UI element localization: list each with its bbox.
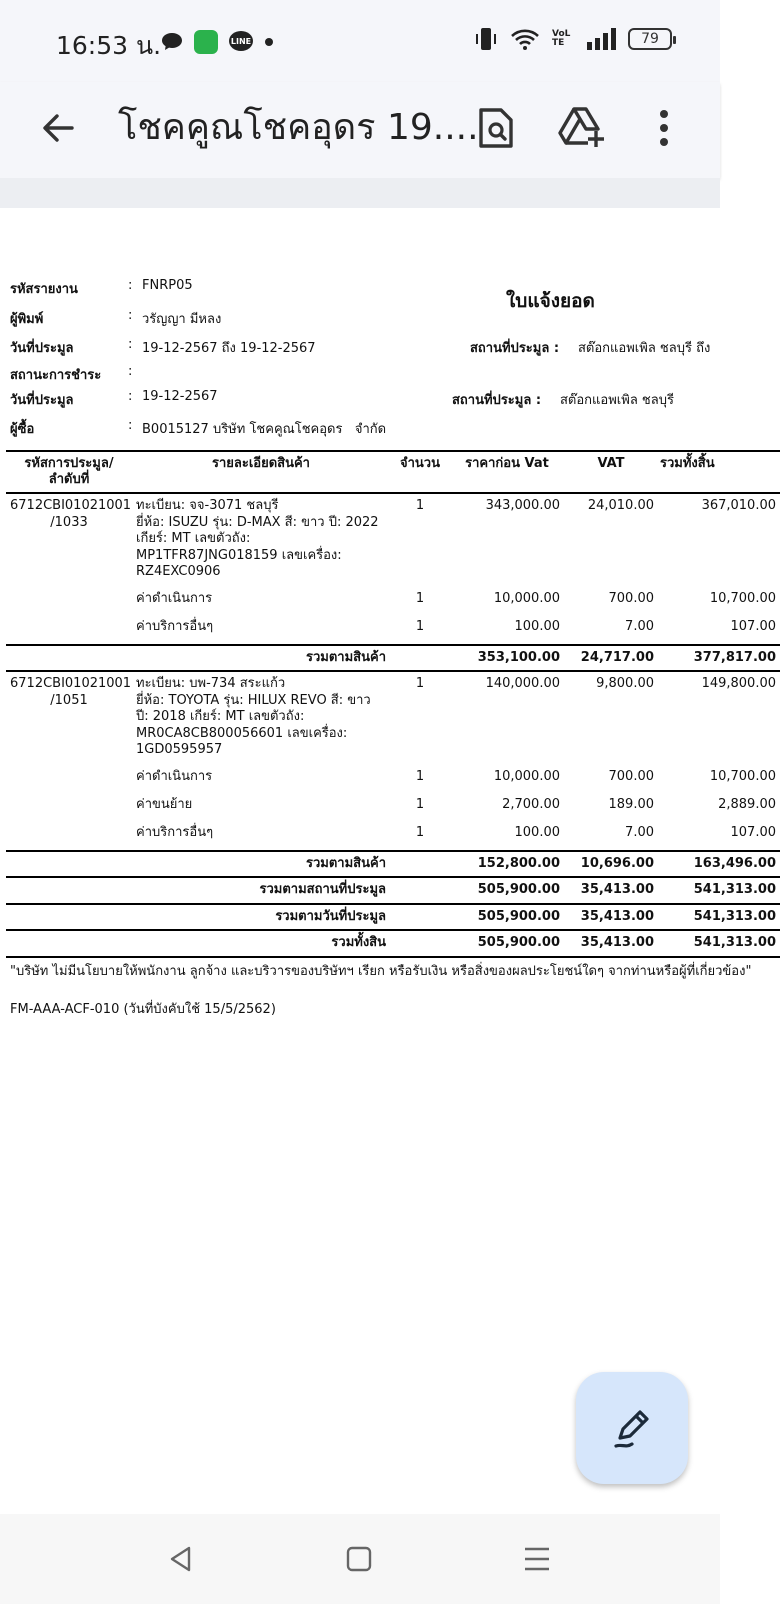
back-button[interactable] — [30, 100, 86, 156]
status-time: 16:53 น. — [56, 31, 162, 60]
battery-icon — [628, 28, 672, 50]
table-row: ค่าบริการอื่นๆ 1 100.00 7.00 107.00 — [136, 824, 776, 840]
table-row: ค่าบริการอื่นๆ 1 100.00 7.00 107.00 — [136, 618, 776, 634]
nav-back-button[interactable] — [156, 1536, 206, 1582]
dot-icon — [264, 37, 274, 47]
header-vat: VAT — [564, 451, 658, 493]
items-table — [6, 450, 780, 958]
system-status-icons — [474, 26, 672, 52]
drive-add-icon — [558, 107, 606, 149]
battery-level: 79 — [641, 31, 659, 47]
app-bar — [0, 82, 720, 178]
vibrate-icon — [474, 26, 498, 52]
total-by-location-row: รวมตามสถานที่ประมูล 505,900.00 35,413.00 541,313.00 — [6, 877, 780, 904]
nav-back-icon — [167, 1545, 195, 1573]
item-detail: ทะเบียน: จจ-3071 ชลบุรี ยี่ห้อ: ISUZU รุ่น: D-MAX สี: ขาว ปี: 2022 เกียร์: MT เลขตัวถัง: MP1TFR87JNG018159 เลขเครื่อง: RZ4EXC0906 — [136, 498, 379, 579]
header-pre-vat: ราคาก่อน Vat — [450, 451, 564, 493]
system-nav-bar — [0, 1514, 720, 1604]
table-row: ค่าขนย้าย 1 2,700.00 189.00 2,889.00 — [136, 796, 776, 812]
table-row: 6712CBI01021001 /1051 ทะเบียน: บพ-734 สระแก้ว ยี่ห้อ: TOYOTA รุ่น: HILUX REVO สี: ขาว ปี: 2018 เกียร์: MT เลขตัวถัง: MR0CA8CB800056601 เลขเครื่อง: 1GD0595957 1 140,000.00 9,800.00 149,800.00 — [6, 671, 780, 769]
policy-note: "บริษัท ไม่มีนโยบายให้พนักงาน ลูกจ้าง และบริวารของบริษัทฯ เรียก หรือรับเงิน หรือสิ่งของผลประโยชน์ใดๆ จากท่านหรือผู้ที่เกี่ยวข้อง" — [10, 964, 752, 979]
wifi-icon — [510, 27, 540, 51]
more-options-button[interactable] — [634, 98, 694, 158]
header-qty: จำนวน — [390, 451, 450, 493]
table-row: ค่าดำเนินการ 1 10,000.00 700.00 10,700.00 — [136, 590, 776, 606]
chat-bubble-icon — [160, 31, 184, 53]
more-vert-icon — [658, 108, 670, 148]
nav-home-icon — [346, 1546, 372, 1572]
subtotal-row: รวมตามสินค้า 353,100.00 24,717.00 377,817.00 — [6, 645, 780, 672]
back-arrow-icon — [40, 110, 76, 146]
table-row: ค่าดำเนินการ 1 10,000.00 700.00 10,700.00 — [136, 768, 776, 784]
header-code: รหัสการประมูล/ ลำดับที่ — [6, 451, 132, 493]
volte-label: VoLTE — [552, 29, 571, 48]
app-notification-icon — [194, 30, 218, 54]
statement-title: ใบแจ้งยอด — [506, 290, 595, 312]
page-gap — [0, 178, 720, 208]
grand-total-row: รวมทั้งสิน 505,900.00 35,413.00 541,313.00 — [6, 930, 780, 957]
find-in-page-icon — [477, 106, 515, 150]
save-to-drive-button[interactable] — [552, 98, 612, 158]
document-title: โชคคูณโชคอุดร 19.... — [118, 107, 479, 148]
table-header-row — [6, 451, 780, 493]
total-by-date-row: รวมตามวันที่ประมูล 505,900.00 35,413.00 541,313.00 — [6, 904, 780, 931]
line-app-icon — [228, 30, 254, 54]
edit-fab-button[interactable] — [576, 1372, 688, 1484]
svg-text:LINE: LINE — [230, 37, 252, 46]
table-row: 6712CBI01021001 /1033 ทะเบียน: จจ-3071 ชลบุรี ยี่ห้อ: ISUZU รุ่น: D-MAX สี: ขาว ปี: 2022 เกียร์: MT เลขตัวถัง: MP1TFR87JNG018159 เลขเครื่อง: RZ4EXC0906 1 343,000.00 24,010.00 367,010.00 — [6, 493, 780, 591]
document-page[interactable]: ใบแจ้งยอด รหัสรายงาน : FNRP05 ผู้พิมพ์ : วรัญญา มีหลง วันที่ประมูล : 19-12-2567 ถึง 19-12-2567 สถานที่ประมูล : สต๊อกแอพเพิล ชลบุรี ถึง สถานะการชำระ : วันที่ประมูล : 19-12-2567 สถานที่ประมูล : สต๊อกแอพเพิล ชลบุรี ผู้ซื้อ : B0015127 บริษัท โชคคูณโชคอุดร จำกัด รหัสการประมูล/ ลำดับที่ รายละเอียดสินค้า จำนวน ราคาก่อน Vat VAT รวมทั้งสิ้น 6712CBI01021001 /1033 ทะเบียน: จจ-3071 ชลบุรี ยี่ห้อ: ISUZU รุ่น: D-MAX สี: ขาว ปี: 2022 เกียร์: MT เลขตัวถัง: MP1TFR87JNG018159 เลขเครื่อง: RZ4EXC0906 1 343,000.00 24,010.00 367,010.00 ค่าดำเนินการ 1 10,000.00 700.00 10,700.00 ค่าบริการอื่นๆ 1 100.00 7.00 107.00 รวมตามสินค้า 353,100.00 24,717.00 377,817.00 6712CBI01021001 /1051 ทะเบียน: บพ-734 สระแก้ว ยี่ห้อ: TOYOTA รุ่น: HILUX REVO สี: ขาว ปี: 2018 เกียร์: MT เลขตัวถัง: MR0CA8CB800056601 เลขเครื่อง: 1GD0595957 1 140,000.00 9,800.00 149,800.00 ค่าดำเนินการ 1 10,000.00 700.00 10,700.00 ค่าขนย้าย 1 2,700.00 189.00 2,889.00 ค่าบริการอื่นๆ 1 100.00 7.00 107.00 รวมตามสินค้า 152,800.00 10,696.00 163,496.00 รวมตามสถานที่ประมูล 505,900.00 35,413.00 541,313.00 รวมตามวันที่ประมูล 505,900.00 35,413.00 541,313.00 รวมทั้งสิน 505,900.00 35,413.00 541,313.00 "บริษัท ไม่มีนโยบายให้พนักงาน ลูกจ้าง และบริวารของบริษัทฯ เรียก หรือรับเงิน หรือสิ่งของผลประโยชน์ใดๆ จากท่านหรือผู้ที่เกี่ยวข้อง" FM-AAA-ACF-010 (วันที่บังคับใช้ 15/5/2562) — [0, 208, 720, 1514]
header-detail: รายละเอียดสินค้า — [132, 451, 390, 493]
nav-recents-button[interactable] — [512, 1536, 562, 1582]
signal-icon — [586, 28, 616, 50]
notification-icons — [160, 30, 274, 54]
nav-home-button[interactable] — [334, 1536, 384, 1582]
find-in-page-button[interactable] — [466, 98, 526, 158]
auction-code: 6712CBI01021001 /1051 — [10, 676, 132, 708]
header-total: รวมทั้งสิ้น — [658, 451, 780, 493]
edit-pen-icon — [610, 1406, 654, 1450]
item-detail: ทะเบียน: บพ-734 สระแก้ว ยี่ห้อ: TOYOTA รุ่น: HILUX REVO สี: ขาว ปี: 2018 เกียร์: MT เลขตัวถัง: MR0CA8CB800056601 เลขเครื่อง: 1GD0595957 — [136, 676, 371, 757]
form-code: FM-AAA-ACF-010 (วันที่บังคับใช้ 15/5/2562) — [10, 1002, 276, 1017]
nav-menu-icon — [523, 1546, 551, 1572]
subtotal-row: รวมตามสินค้า 152,800.00 10,696.00 163,496.00 — [6, 851, 780, 878]
auction-code: 6712CBI01021001 /1033 — [10, 498, 132, 530]
status-bar — [0, 0, 720, 82]
